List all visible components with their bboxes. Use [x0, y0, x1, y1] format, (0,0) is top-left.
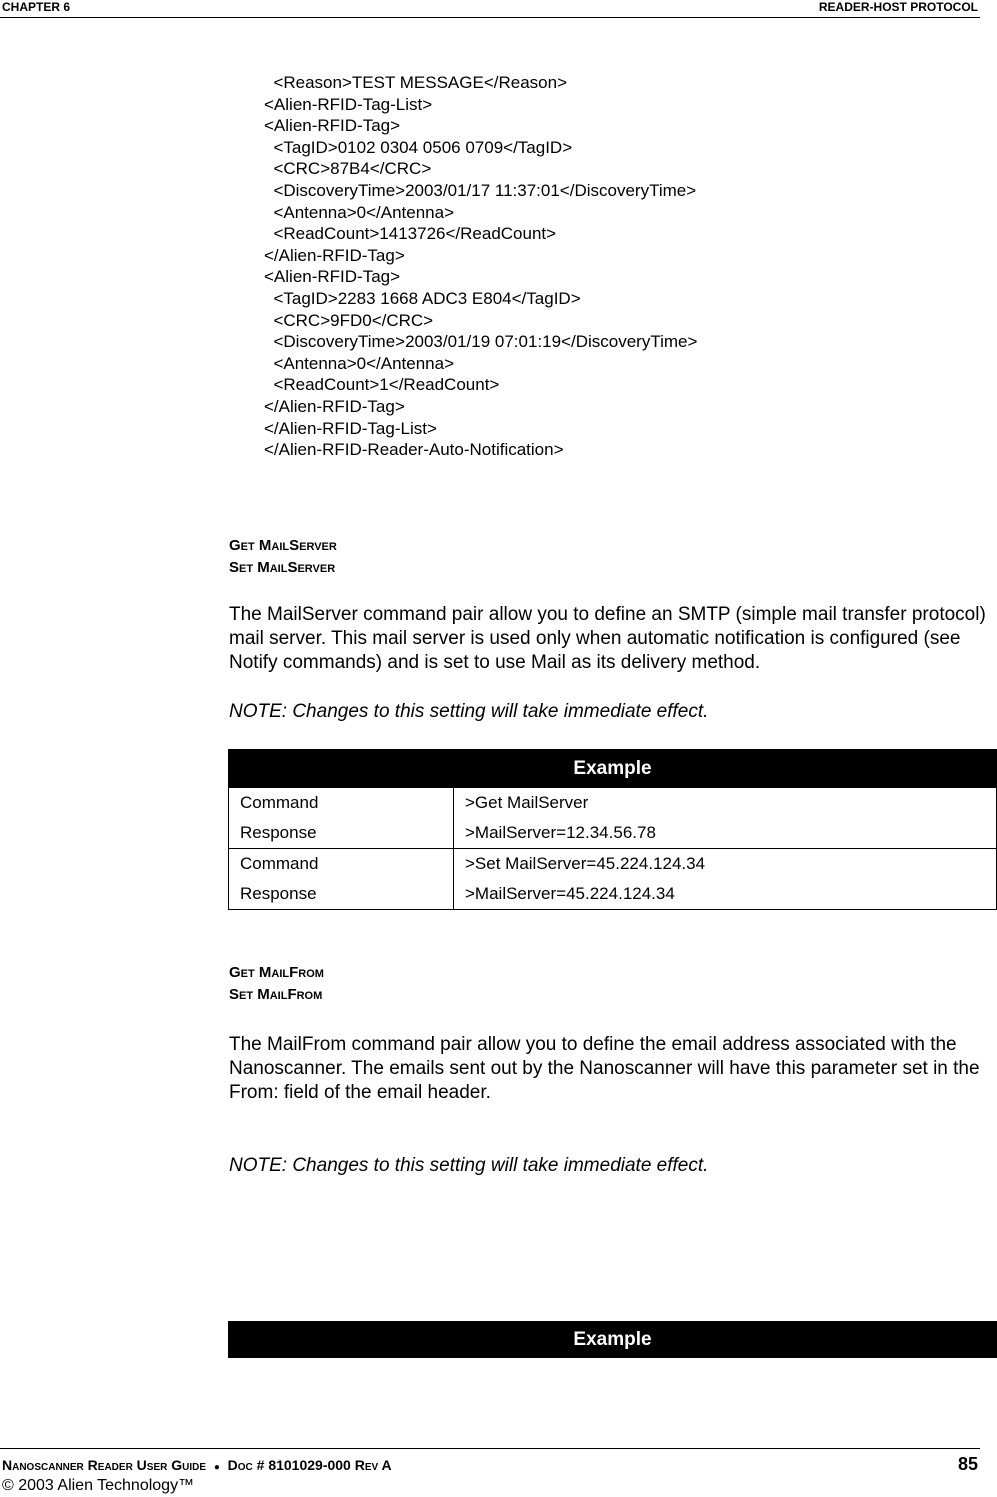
example-header: Example — [229, 750, 997, 788]
mailfrom-note: NOTE: Changes to this setting will take immediate effect. — [229, 1155, 709, 1176]
table-row — [229, 879, 997, 910]
code-line: <DiscoveryTime>2003/01/19 07:01:19</DiscoveryTime> — [264, 332, 698, 352]
code-line: <Antenna>0</Antenna> — [264, 353, 455, 373]
mailfrom-example-header: Example — [228, 1321, 997, 1358]
code-line: <Alien-RFID-Tag> — [264, 267, 401, 287]
row-label: Response — [229, 818, 454, 849]
set-mailfrom-title: Set MailFrom — [229, 986, 323, 1003]
table-row — [229, 849, 997, 880]
code-line: </Alien-RFID-Tag-List> — [264, 418, 437, 438]
table-row — [229, 788, 997, 819]
doc-number: Doc # 8101029-000 Rev A — [227, 1457, 392, 1473]
row-label: Response — [229, 879, 454, 910]
table-row — [229, 818, 997, 849]
mailserver-example-table — [228, 749, 997, 910]
page-header — [0, 0, 980, 18]
get-mailserver-title: Get MailServer — [229, 537, 337, 554]
code-line: </Alien-RFID-Reader-Auto-Notification> — [264, 440, 564, 460]
row-value: >MailServer=12.34.56.78 — [454, 818, 997, 849]
set-mailserver-title: Set MailServer — [229, 559, 336, 576]
row-label: Command — [229, 849, 454, 880]
mailfrom-heading — [229, 962, 324, 1006]
bullet-separator: ● — [213, 1462, 220, 1473]
code-line: <ReadCount>1</ReadCount> — [264, 375, 500, 395]
guide-title: Nanoscanner Reader User Guide — [2, 1457, 207, 1473]
code-line: <TagID>2283 1668 ADC3 E804</TagID> — [264, 288, 581, 308]
mailfrom-description: The MailFrom command pair allow you to define the email address associated with the Nanoscanner. The emails sent out by the Nanoscanner will have this parameter set in the From: field of the email header. — [229, 1034, 980, 1103]
code-line: </Alien-RFID-Tag> — [264, 245, 405, 265]
code-line: <CRC>87B4</CRC> — [264, 159, 432, 179]
row-label: Command — [229, 788, 454, 819]
code-line: <Reason>TEST MESSAGE</Reason> — [264, 73, 568, 92]
code-line: <Alien-RFID-Tag> — [264, 116, 401, 136]
mailserver-note: NOTE: Changes to this setting will take immediate effect. — [229, 701, 709, 722]
row-value: >Set MailServer=45.224.124.34 — [454, 849, 997, 880]
get-mailfrom-title: Get MailFrom — [229, 964, 324, 981]
code-line: <TagID>0102 0304 0506 0709</TagID> — [264, 137, 573, 157]
section-label: READER-HOST PROTOCOL — [818, 0, 978, 14]
code-line: <Antenna>0</Antenna> — [264, 202, 455, 222]
code-line: <Alien-RFID-Tag-List> — [264, 94, 433, 114]
code-line: <DiscoveryTime>2003/01/17 11:37:01</DiscoveryTime> — [264, 180, 697, 200]
chapter-label: CHAPTER 6 — [2, 0, 71, 14]
page-footer — [0, 1448, 980, 1494]
mailserver-heading — [229, 535, 337, 579]
page-number: 85 — [957, 1454, 978, 1474]
code-line: <ReadCount>1413726</ReadCount> — [264, 224, 557, 244]
code-line: </Alien-RFID-Tag> — [264, 396, 405, 416]
xml-code-block — [264, 72, 697, 461]
copyright: © 2003 Alien Technology™ — [2, 1477, 195, 1494]
mailserver-description: The MailServer command pair allow you to define an SMTP (simple mail transfer protocol) mail server. This mail server is used only when automatic notification is configured (see Notify commands) and is set to use Mail as its delivery method. — [229, 604, 986, 673]
code-line: <CRC>9FD0</CRC> — [264, 310, 434, 330]
row-value: >Get MailServer — [454, 788, 997, 819]
footer-doc-info — [2, 1457, 392, 1473]
row-value: >MailServer=45.224.124.34 — [454, 879, 997, 910]
